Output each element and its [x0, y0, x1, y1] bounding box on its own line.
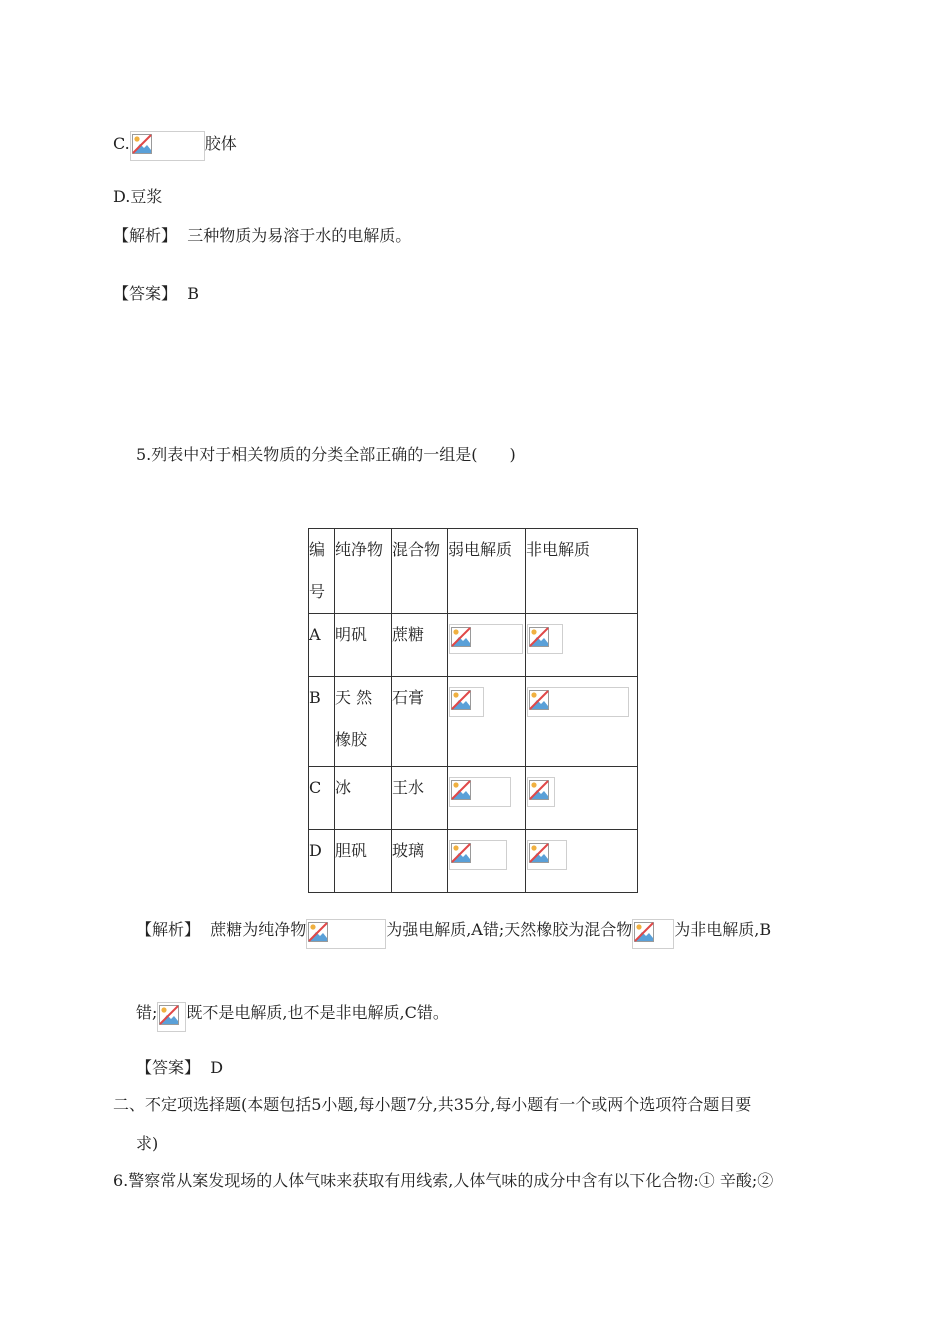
- answer-1: [113, 286, 199, 302]
- broken-image-icon: [157, 1002, 186, 1032]
- analysis-text: 为非电解质,B: [674, 920, 772, 939]
- broken-image-icon: [632, 919, 674, 949]
- section-2-heading-cont: 求): [136, 1134, 159, 1153]
- header-cell: 编号: [309, 529, 335, 614]
- row-pure: 胆矾: [335, 830, 392, 893]
- broken-image-icon: [449, 624, 523, 654]
- analysis-text: 蔗糖为纯净物: [210, 920, 307, 939]
- question-5: 5.列表中对于相关物质的分类全部正确的一组是( ): [136, 445, 516, 464]
- table-row: [309, 614, 638, 677]
- question-6: 6.警察常从案发现场的人体气味来获取有用线索,人体气味的成分中含有以下化合物:① 辛酸;②: [113, 1171, 774, 1190]
- answer-2: [136, 1060, 223, 1076]
- header-cell: 弱电解质: [448, 529, 526, 614]
- broken-image-icon: [527, 687, 629, 717]
- broken-image-icon: [449, 777, 511, 807]
- row-id: B: [309, 677, 335, 767]
- broken-image-icon: [527, 624, 563, 654]
- section-2-heading: 二、不定项选择题(本题包括5小题,每小题7分,共35分,每小题有一个或两个选项符合题目要: [113, 1095, 752, 1114]
- broken-image-icon: [130, 131, 205, 161]
- row-mix: 玻璃: [392, 830, 448, 893]
- analysis-text: 既不是电解质,也不是非电解质,C错。: [186, 1003, 449, 1022]
- broken-image-icon: [527, 840, 567, 870]
- row-weak: [448, 830, 526, 893]
- row-pure: 冰: [335, 767, 392, 830]
- option-c-suffix: 胶体: [204, 134, 237, 153]
- option-c: [113, 131, 237, 161]
- table-header-row: [309, 529, 638, 614]
- row-id: C: [309, 767, 335, 830]
- row-pure: 明矾: [335, 614, 392, 677]
- row-weak: [448, 767, 526, 830]
- row-nonelec: [526, 614, 638, 677]
- header-cell: 非电解质: [526, 529, 638, 614]
- row-mix: 王水: [392, 767, 448, 830]
- table-row: [309, 830, 638, 893]
- table-row: [309, 677, 638, 767]
- analysis-2-line-1: [136, 919, 771, 949]
- analysis-text: 三种物质为易溶于水的电解质。: [187, 226, 412, 245]
- analysis-label: 【解析】: [136, 920, 201, 939]
- answer-label: 【答案】: [113, 284, 178, 303]
- answer-label: 【答案】: [136, 1058, 201, 1077]
- broken-image-icon: [306, 919, 386, 949]
- row-pure: 天 然 橡胶: [335, 677, 392, 767]
- broken-image-icon: [449, 687, 484, 717]
- row-nonelec: [526, 677, 638, 767]
- answer-value: B: [187, 284, 199, 303]
- header-cell: 混合物: [392, 529, 448, 614]
- analysis-2-line-2: [136, 1002, 449, 1032]
- option-c-prefix: C.: [113, 134, 130, 153]
- analysis-text: 错;: [136, 1003, 158, 1022]
- table-row: [309, 767, 638, 830]
- option-d: D.豆浆: [113, 187, 163, 206]
- row-id: A: [309, 614, 335, 677]
- row-nonelec: [526, 830, 638, 893]
- analysis-1: [113, 228, 411, 244]
- analysis-label: 【解析】: [113, 226, 178, 245]
- row-nonelec: [526, 767, 638, 830]
- analysis-text: 为强电解质,A错;天然橡胶为混合物: [386, 920, 633, 939]
- header-cell: 纯净物: [335, 529, 392, 614]
- row-id: D: [309, 830, 335, 893]
- row-mix: 蔗糖: [392, 614, 448, 677]
- answer-value: D: [210, 1058, 224, 1077]
- row-mix: 石膏: [392, 677, 448, 767]
- classification-table: [308, 528, 638, 893]
- row-weak: [448, 614, 526, 677]
- broken-image-icon: [449, 840, 507, 870]
- row-weak: [448, 677, 526, 767]
- broken-image-icon: [527, 777, 555, 807]
